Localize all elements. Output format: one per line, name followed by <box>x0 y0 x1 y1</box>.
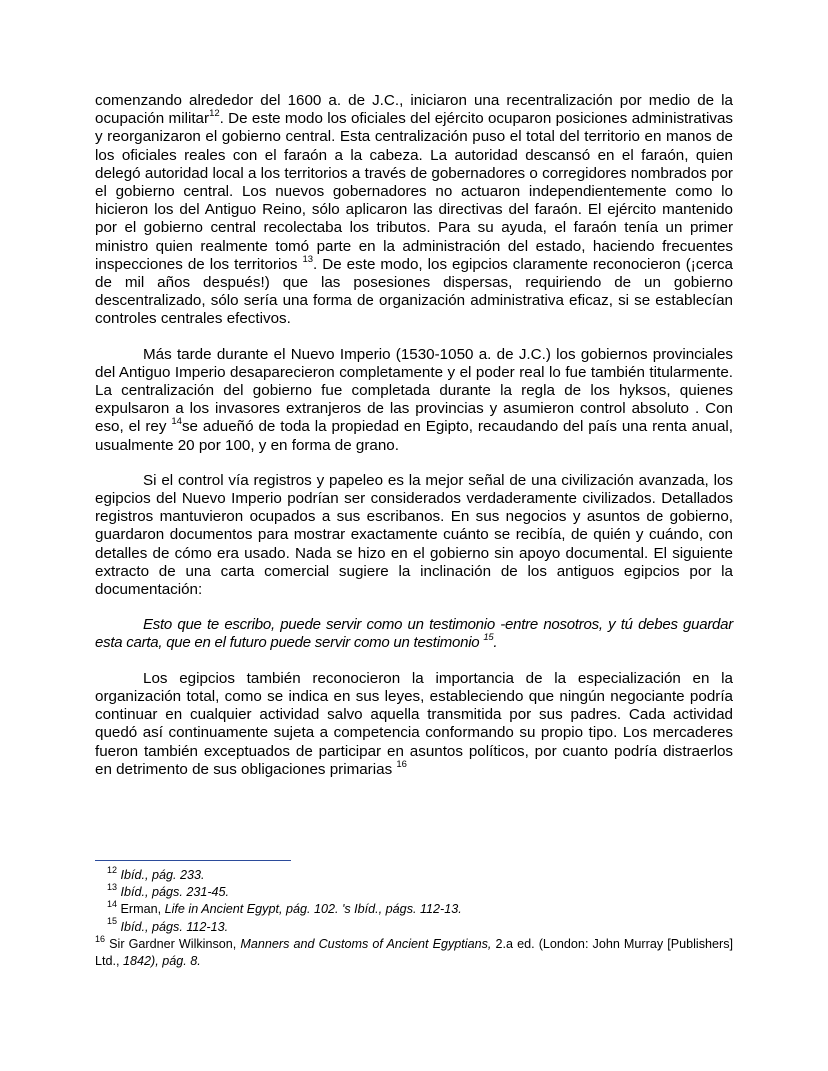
footnote-16: $^{16}$ Sir Gardner Wilkinson, Manners and Customs of Ancient Egyptians, 2.a ed. (London: John Murray [Publishers] Ltd., 1842), pág. 8. <box>95 933 734 969</box>
footnotes <box>95 864 734 970</box>
paragraph-nuevo-imperio: Más tarde durante el Nuevo Imperio (1530-1050 a. de J.C.) los gobiernos provinciales del Antiguo Imperio desaparecieron completamente y el poder real lo fue también titularmente. La centralización del gobierno fue completada durante la regla de los hyksos, quienes expulsaron a los invasores extranjeros de las provincias y asumieron control absoluto . Con eso, el rey $^{14}$se adueñó de toda la propiedad en Egipto, recaudando del país una renta anual, usualmente 20 por 100, y en forma de grano. <box>95 345 733 454</box>
footnote-separator <box>95 860 291 861</box>
document-body <box>95 92 733 779</box>
block-quote: Esto que te escribo, puede servir como un testimonio -entre nosotros, y tú debes guardar esta carta, que en el futuro puede servir como un testimonio $^{15}$. <box>95 616 733 652</box>
paragraph-recentralizacion: comenzando alrededor del 1600 a. de J.C., iniciaron una recentralización por medio de la ocupación militar$^{12}$. De este modo los oficiales del ejército ocuparon posiciones administrativas y reorganizaron el gobierno central. Esta centralización puso el total del territorio en manos de los oficiales reales con el faraón a la cabeza. La autoridad descansó en el faraón, quien delegó autoridad local a los territorios a través de gobernadores o corregidores nombrados por el gobierno central. Los nuevos gobernadores no actuaron independientemente como lo hicieron los del Antiguo Reino, sólo aplicaron las directivas del faraón. El ejército mantenido por el gobierno central recolectaba los tributos. Para su ayuda, el faraón tenía un primer ministro quien realmente tomó parte en la administración del estado, haciendo frecuentes inspecciones de los territorios $^{13}$. De este modo, los egipcios claramente reconocieron (¡cerca de mil años después!) que las posesiones dispersas, requiriendo de un gobierno descentralizado, sólo sería una forma de organización administrativa eficaz, si se establecían controles centrales efectivos. <box>95 92 733 328</box>
footnote-14: $^{14}$ Erman, Life in Ancient Egypt, pág. 102. 's Ibíd., págs. 112-13. <box>107 899 462 917</box>
footnote-12: $^{12}$ Ibíd., pág. 233. <box>107 864 205 882</box>
footnote-ref-14[interactable]: 14 <box>171 416 182 428</box>
footnote-ref-12[interactable]: 12 <box>209 108 220 120</box>
paragraph-registros: Si el control vía registros y papeleo es la mejor señal de una civilización avanzada, los egipcios del Nuevo Imperio podrían ser considerados verdaderamente civilizados. Detallados registros mantuvieron ocupados a sus escribanos. En sus negocios y asuntos de gobierno, guardaron documentos para mostrar exactamente cuánto se recibía, de quién y cuándo, con detalles de cómo era usado. Nada se hizo en el gobierno sin apoyo documental. El siguiente extracto de una carta comercial sugiere la inclinación de los antiguos egipcios por la documentación: <box>95 471 733 599</box>
footnote-15: $^{15}$ Ibíd., págs. 112-13. <box>107 916 229 934</box>
footnote-ref-15[interactable]: 15 <box>483 632 494 644</box>
footnote-ref-16[interactable]: 16 <box>396 758 407 770</box>
footnote-13: $^{13}$ Ibíd., págs. 231-45. <box>107 882 230 900</box>
paragraph-especializacion: Los egipcios también reconocieron la importancia de la especialización en la organización total, como se indica en sus leyes, estableciendo que ningún negociante podría continuar en cualquier actividad salvo aquella transmitida por sus padres. Cada actividad quedó así continuamente sujeta a competencia conformando su propio tipo. Los mercaderes fueron también exceptuados de participar en asuntos políticos, por cuanto podría distraerlos en detrimento de sus obligaciones primarias $^{16}$ <box>95 669 733 778</box>
footnote-ref-13[interactable]: 13 <box>302 253 314 265</box>
